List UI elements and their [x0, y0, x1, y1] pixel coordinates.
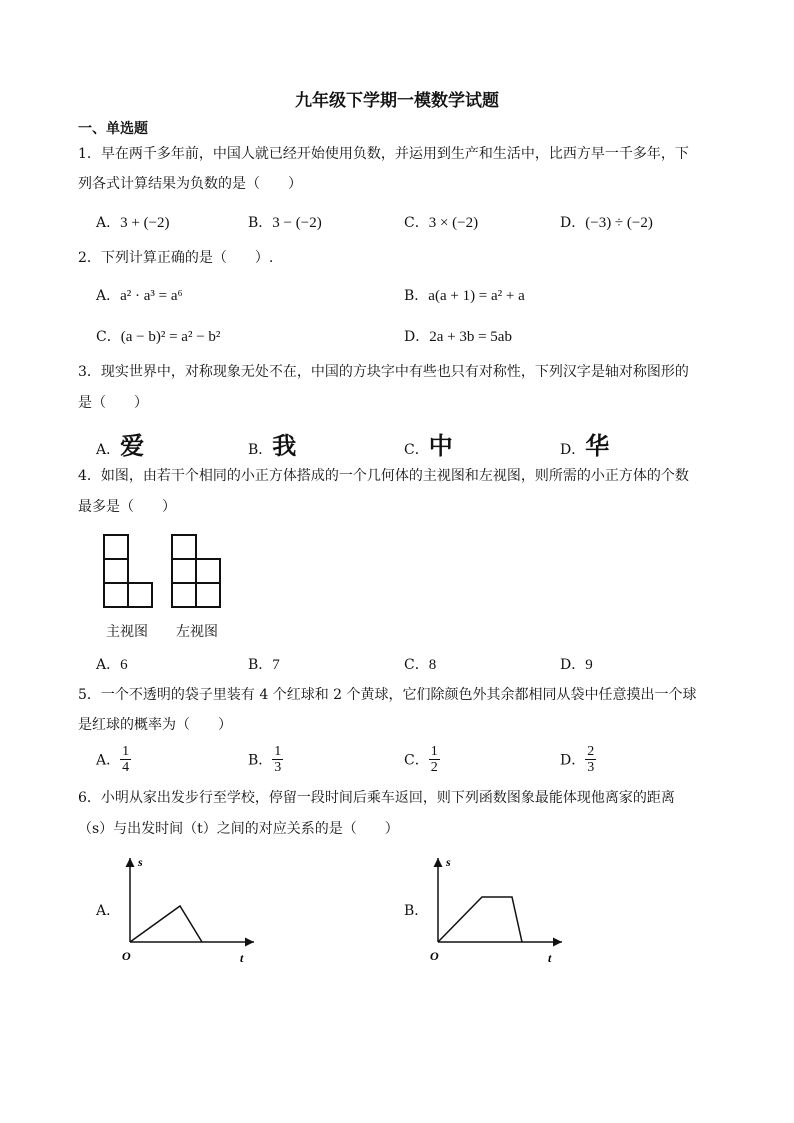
option-label: B． [248, 215, 273, 231]
fraction-denominator: 3 [274, 760, 282, 775]
q6-option-a-label[interactable]: A． [96, 903, 121, 919]
option-expr: a(a + 1) = a² + a [428, 288, 525, 304]
q1-option-a[interactable] [96, 212, 170, 232]
q2-option-b[interactable] [404, 285, 525, 305]
q3-option-c[interactable] [404, 426, 453, 461]
option-label: A． [96, 657, 121, 673]
option-expr: 3 × (−2) [428, 215, 479, 231]
q2-text-line1: 2．下列计算正确的是（ ）. [78, 250, 274, 266]
option-label: B． [404, 288, 429, 304]
option-char: 爱 [120, 432, 145, 460]
q1-option-c[interactable] [404, 212, 478, 232]
option-expr: 3 + (−2) [120, 215, 170, 231]
option-expr: 3 − (−2) [272, 215, 322, 231]
q6-graph-a[interactable] [116, 850, 266, 970]
option-label: B． [248, 657, 273, 673]
fraction-numerator: 1 [430, 744, 438, 759]
q1-text-line2: 列各式计算结果为负数的是（ ） [78, 176, 302, 192]
q4-text-line1: 4．如图，由若干个相同的小正方体搭成的一个几何体的主视图和左视图，则所需的小正方体的个数 [78, 468, 689, 484]
q4-views-figure [100, 532, 225, 612]
q3-option-b[interactable] [248, 426, 296, 461]
origin-label: O [430, 949, 439, 963]
option-label: A． [96, 215, 121, 231]
fraction-denominator: 3 [587, 760, 595, 775]
page-title: 九年级下学期一模数学试题 [295, 91, 499, 111]
q5-option-d[interactable] [560, 744, 596, 775]
graph-line [130, 906, 202, 942]
option-label: D． [560, 752, 586, 769]
q1-option-b[interactable] [248, 212, 322, 232]
q1-text-line1: 1．早在两千多年前，中国人就已经开始使用负数，并运用到生产和生活中，比西方早一千多年，下 [78, 146, 689, 162]
option-expr: 2a + 3b = 5ab [429, 329, 512, 345]
graph-line [438, 897, 522, 942]
q5-option-a[interactable] [96, 744, 131, 775]
q5-option-c[interactable] [404, 744, 440, 775]
axis-label-s: s [446, 855, 451, 869]
q4-option-a[interactable] [96, 654, 128, 674]
section-heading: 一、单选题 [78, 121, 148, 137]
fraction-numerator: 1 [122, 744, 130, 759]
option-label: D． [560, 442, 586, 458]
axis-label-t: t [240, 951, 244, 965]
q4-option-c[interactable] [404, 654, 436, 674]
front-view [104, 535, 152, 607]
option-label: B． [248, 752, 273, 769]
q6-text-line2: （s）与出发时间（t）之间的对应关系的是（ ） [78, 821, 399, 837]
front-view-caption: 主视图 [106, 624, 148, 640]
option-label: A． [96, 288, 121, 304]
option-value: 7 [272, 657, 280, 673]
q3-text-line1: 3．现实世界中，对称现象无处不在，中国的方块字中有些也只有对称性，下列汉字是轴对称图形的 [78, 364, 689, 380]
q5-text-line1: 5．一个不透明的袋子里装有 4 个红球和 2 个黄球，它们除颜色外其余都相同从袋中任意摸出一个球 [78, 687, 697, 703]
option-char: 我 [272, 432, 297, 460]
q3-text-line2: 是（ ） [78, 395, 148, 411]
option-label: D． [560, 215, 586, 231]
option-label: D． [404, 329, 430, 345]
q6-option-b-label[interactable]: B． [404, 903, 429, 919]
option-fraction [272, 744, 283, 775]
option-value: 6 [120, 657, 128, 673]
fraction-denominator: 2 [430, 760, 438, 775]
q4-option-d[interactable] [560, 654, 593, 674]
option-label: B． [248, 442, 273, 458]
q4-text-line2: 最多是（ ） [78, 499, 176, 515]
option-fraction [120, 744, 131, 775]
option-label: C． [404, 215, 429, 231]
fraction-numerator: 2 [587, 744, 595, 759]
option-label: A． [96, 442, 121, 458]
q3-option-a[interactable] [96, 426, 144, 461]
q5-text-line2: 是红球的概率为（ ） [78, 717, 232, 733]
option-char: 华 [585, 432, 610, 460]
q1-option-d[interactable] [560, 212, 653, 232]
left-view [172, 535, 220, 607]
option-expr: (−3) ÷ (−2) [585, 215, 653, 231]
option-fraction [585, 744, 596, 775]
axis-label-t: t [548, 951, 552, 965]
option-label: D． [560, 657, 586, 673]
q5-option-b[interactable] [248, 744, 283, 775]
fraction-numerator: 1 [274, 744, 282, 759]
option-label: C． [404, 657, 429, 673]
axis-label-s: s [138, 855, 143, 869]
left-view-caption: 左视图 [176, 624, 218, 640]
fraction-denominator: 4 [122, 760, 130, 775]
option-char: 中 [428, 432, 453, 460]
q6-graph-b[interactable] [424, 850, 574, 970]
option-value: 8 [428, 657, 437, 673]
option-fraction [429, 744, 440, 775]
option-label: C． [96, 329, 121, 345]
option-label: C． [404, 442, 429, 458]
q4-option-b[interactable] [248, 654, 280, 674]
q6-text-line1: 6．小明从家出发步行至学校，停留一段时间后乘车返回，则下列函数图象最能体现他离家的距离 [78, 790, 675, 806]
option-expr: (a − b)² = a² − b² [120, 329, 221, 345]
q3-option-d[interactable] [560, 426, 609, 461]
option-value: 9 [585, 657, 593, 673]
q2-option-c[interactable] [96, 326, 220, 346]
q2-option-d[interactable] [404, 326, 512, 346]
option-label: A． [96, 752, 121, 769]
option-label: C． [404, 752, 429, 769]
option-expr: a² · a³ = a⁶ [120, 288, 183, 304]
q2-option-a[interactable] [96, 285, 183, 305]
origin-label: O [122, 949, 131, 963]
